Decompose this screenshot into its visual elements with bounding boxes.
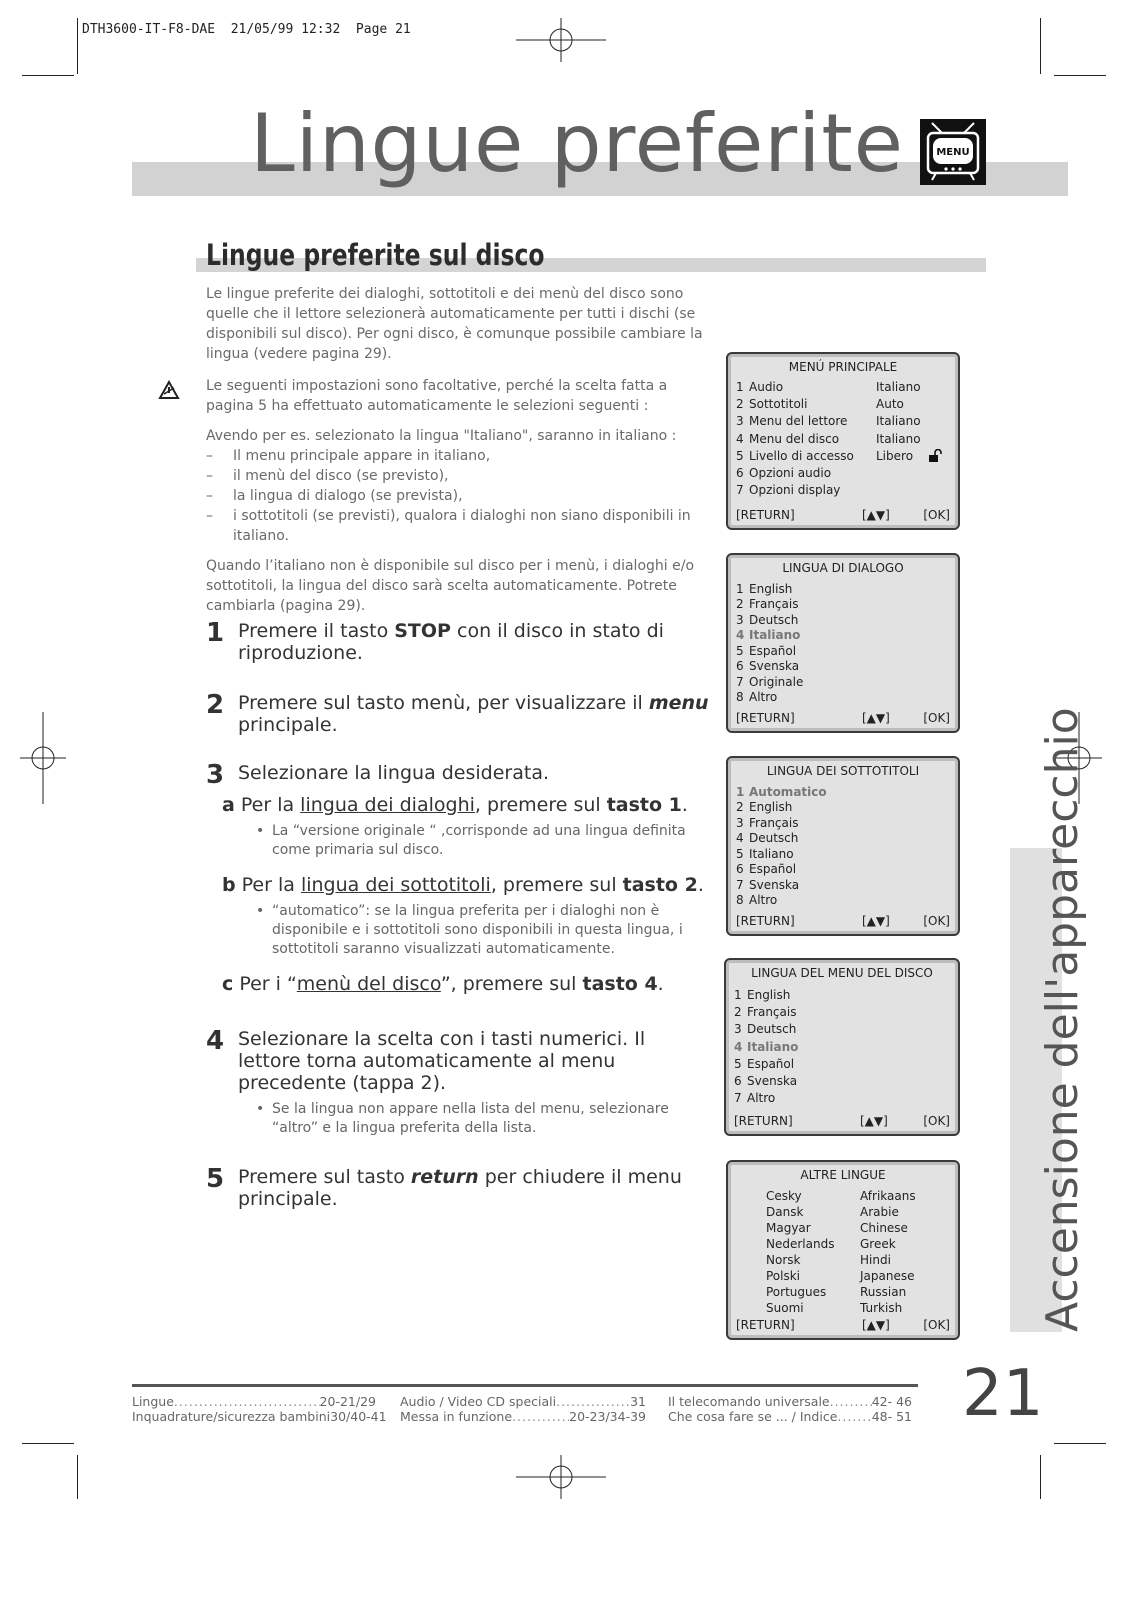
language-option[interactable]: 8 Altro [736, 893, 778, 908]
print-header: DTH3600-IT-F8-DAE 21/05/99 12:32 Page 21 [82, 22, 411, 37]
index-entry: Messa in funzione ..... 20-23/34-39 [400, 1409, 646, 1424]
step-5 [206, 1166, 716, 1210]
navigate-arrows[interactable]: [▲▼] [862, 914, 890, 928]
tv-menu-icon [920, 119, 986, 185]
osd-subtitle-language [726, 756, 960, 936]
step-2 [206, 692, 716, 736]
list-item: – Il menu principale appare in italiano, [206, 446, 706, 466]
osd-title: ALTRE LINGUE [800, 1168, 886, 1182]
footer-rule [132, 1384, 918, 1387]
language-option[interactable]: Norsk [766, 1253, 801, 1267]
index-entry: Il telecomando universale ..... 42- 46 [668, 1394, 912, 1409]
step-text: Premere sul tasto menù, per visualizzare il menu principale. [238, 692, 709, 736]
osd-dialog-language [726, 553, 960, 733]
language-option[interactable]: 2 English [736, 800, 793, 815]
footer-index-col-2 [400, 1394, 646, 1424]
language-option[interactable]: 3 Français [736, 815, 799, 830]
auto-language-paragraph: Quando l’italiano non è disponibile sul disco per i menù, i dialoghi e/o sottotitoli, la lingua del disco sarà scelta automaticamente. Potrete cambiarla (pagina 29). [206, 558, 695, 614]
other-languages-grid [728, 1188, 958, 1316]
index-entry: Lingue ..... 20-21/29 [132, 1394, 376, 1409]
section-title: Lingue preferite sul disco [206, 238, 545, 272]
index-entry: Inquadrature/sicurezza bambini 30/40-41 [132, 1409, 387, 1424]
language-option[interactable]: Polski [766, 1269, 801, 1283]
language-option[interactable]: Suomi [766, 1301, 804, 1315]
language-option[interactable]: 7 Originale [736, 674, 804, 689]
step-number: 5 [206, 1164, 225, 1194]
osd-other-languages [726, 1160, 960, 1340]
page-title: Lingue preferite [250, 97, 904, 190]
osd-title: MENÚ PRINCIPALE [788, 360, 898, 374]
language-option[interactable]: 7 Svenska [736, 877, 800, 892]
substep-a-note: • La “versione originale “ ,corrisponde ad una lingua definita come primaria sul disco. [256, 822, 702, 860]
intro-paragraph: Le lingue preferite dei dialoghi, sottotitoli e dei menù del disco sono quelle che il lettore selezionerà automaticamente per tutti i dischi (se disponibili sul disco). Per ogni disco, è comunque possibile cambiare la lingua (vedere pagina 29). [206, 286, 703, 362]
language-option[interactable]: Hindi [860, 1253, 891, 1267]
step-4-note: • Se la lingua non appare nella lista del menu, selezionare “altro” e la lingua preferita della lista. [256, 1100, 702, 1138]
language-option[interactable]: Arabie [860, 1205, 899, 1219]
osd-title: LINGUA DI DIALOGO [782, 561, 904, 575]
tv-icon-label: MENU [936, 147, 970, 158]
language-option-selected[interactable]: 4 Italiano [736, 628, 801, 643]
step-text: Selezionare la scelta con i tasti numerici. Il lettore torna automaticamente al menu precedente (tappa 2). [238, 1028, 646, 1094]
language-option[interactable]: 2 Français [736, 597, 799, 612]
ok-button[interactable]: [OK] [923, 508, 950, 522]
substep-b-note: • “automatico”: se la lingua preferita per i dialoghi non è disponibile e i sottotitoli sono disponibili in questa lingua, i sottotitoli saranno visualizzati automaticamente. [256, 902, 702, 959]
ok-button[interactable]: [OK] [923, 1114, 950, 1128]
stop-key-label: STOP [394, 620, 451, 642]
navigate-arrows[interactable]: [▲▼] [862, 1318, 890, 1332]
step-text: Premere il tasto STOP con il disco in stato di riproduzione. [238, 620, 664, 664]
chapter-title: Accensione dell'apparecchio [1037, 707, 1088, 1332]
menu-item-display-options[interactable]: 7 Opzioni display [736, 483, 841, 498]
language-option[interactable]: 6 Svenska [734, 1074, 798, 1089]
menu-item-audio[interactable]: 1 Audio Italiano [736, 379, 921, 394]
example-list [206, 446, 706, 546]
footer-index-col-3 [668, 1394, 912, 1424]
osd-title: LINGUA DEI SOTTOTITOLI [766, 764, 920, 778]
osd-title: LINGUA DEL MENU DEL DISCO [751, 966, 933, 980]
example-lead: Avendo per es. selezionato la lingua "Italiano", saranno in italiano : [206, 428, 677, 444]
substep-b: b Per la lingua dei sottotitoli, premere sul tasto 2. [222, 874, 704, 896]
intro-details [206, 376, 706, 626]
ok-button[interactable]: [OK] [923, 914, 950, 928]
dialog-language-link: lingua dei dialoghi [300, 794, 475, 816]
navigate-arrows[interactable]: [▲▼] [862, 711, 890, 725]
index-entry: Che cosa fare se ... / Indice ..... 48- 51 [668, 1409, 912, 1424]
return-key-label: return [410, 1166, 479, 1188]
menu-item-access-level[interactable]: 5 Livello di accesso Libero [736, 447, 950, 464]
language-option[interactable]: 4 Deutsch [736, 831, 799, 846]
language-option[interactable]: Dansk [766, 1205, 804, 1219]
language-option[interactable]: 3 Deutsch [734, 1022, 797, 1037]
osd-disc-menu-language [724, 958, 960, 1136]
osd-footer [736, 914, 950, 928]
index-entry: Audio / Video CD speciali ..... 31 [400, 1394, 646, 1409]
language-option[interactable]: 2 Français [734, 1004, 797, 1019]
language-option[interactable]: 5 Español [734, 1056, 795, 1071]
language-option[interactable]: Afrikaans [860, 1189, 916, 1203]
language-option-selected[interactable]: 4 Italiano [734, 1039, 799, 1054]
osd-footer [736, 508, 950, 522]
menu-key-label: menu [648, 692, 709, 714]
return-button[interactable]: [RETURN] [736, 1318, 795, 1332]
language-option[interactable]: 1 English [736, 581, 793, 596]
list-item: – il menù del disco (se previsto), [206, 466, 706, 486]
language-option[interactable]: Chinese [860, 1221, 908, 1235]
navigate-arrows[interactable]: [▲▼] [862, 508, 890, 522]
substep-a: a Per la lingua dei dialoghi, premere sul tasto 1. [222, 794, 688, 816]
language-option[interactable]: Turkish [860, 1301, 903, 1315]
language-option[interactable]: 6 Svenska [736, 659, 800, 674]
return-button[interactable]: [RETURN] [736, 711, 795, 725]
language-option[interactable]: 5 Español [736, 643, 797, 658]
substep-c: c Per i “menù del disco”, premere sul tasto 4. [222, 973, 664, 995]
return-button[interactable]: [RETURN] [734, 1114, 793, 1128]
step-1 [206, 620, 716, 664]
language-option[interactable]: Japanese [860, 1269, 915, 1283]
step-number: 4 [206, 1026, 225, 1056]
step-number: 3 [206, 760, 225, 790]
navigate-arrows[interactable]: [▲▼] [860, 1114, 888, 1128]
menu-item-subtitles[interactable]: 2 Sottotitoli Auto [736, 396, 904, 411]
step-text: Premere sul tasto return per chiudere il menu principale. [238, 1166, 682, 1210]
menu-item-audio-options[interactable]: 6 Opzioni audio [736, 466, 832, 481]
step-4 [206, 1028, 716, 1138]
language-option[interactable]: 1 English [734, 987, 791, 1002]
return-button[interactable]: [RETURN] [736, 508, 795, 522]
page-number: 21 [962, 1357, 1044, 1431]
language-option[interactable]: 3 Deutsch [736, 612, 799, 627]
language-option[interactable]: Nederlands [766, 1237, 835, 1251]
language-option[interactable]: Russian [860, 1285, 907, 1299]
language-option[interactable]: Portugues [766, 1285, 827, 1299]
step-text: Selezionare la lingua desiderata. [238, 762, 550, 784]
step-3 [206, 762, 716, 995]
language-option[interactable]: 7 Altro [734, 1091, 776, 1106]
optional-note: Le seguenti impostazioni sono facoltative, perché la scelta fatta a pagina 5 ha effettuato automaticamente le selezioni seguenti : [206, 378, 668, 414]
subtitle-language-link: lingua dei sottotitoli [300, 874, 491, 896]
osd-footer [734, 1114, 950, 1128]
ok-button[interactable]: [OK] [923, 711, 950, 725]
osd-main-menu [726, 352, 960, 530]
footer-index-col-1 [132, 1394, 387, 1424]
list-item: – i sottotitoli (se previsti), qualora i dialoghi non siano disponibili in italiano. [206, 506, 706, 546]
language-option[interactable]: 5 Italiano [736, 846, 794, 861]
registration-mark-bottom [516, 1455, 606, 1499]
osd-footer [736, 711, 950, 725]
registration-mark-left [20, 712, 66, 804]
disc-menu-link: menù del disco [296, 973, 441, 995]
registration-mark-top [516, 18, 606, 62]
step-number: 2 [206, 690, 225, 720]
language-option[interactable]: Greek [860, 1237, 896, 1251]
language-option[interactable]: Cesky [766, 1189, 802, 1203]
ok-button[interactable]: [OK] [923, 1318, 950, 1332]
menu-item-disc-menu[interactable]: 4 Menu del disco Italiano [736, 431, 921, 446]
language-option[interactable]: 8 Altro [736, 690, 778, 705]
menu-item-player-menu[interactable]: 3 Menu del lettore Italiano [736, 414, 921, 429]
step-number: 1 [206, 618, 225, 648]
language-option[interactable]: Magyar [766, 1221, 811, 1235]
list-item: – la lingua di dialogo (se prevista), [206, 486, 706, 506]
osd-footer [736, 1318, 950, 1332]
return-button[interactable]: [RETURN] [736, 914, 795, 928]
language-option-selected[interactable]: 1 Automatico [736, 784, 827, 799]
language-option[interactable]: 6 Español [736, 862, 797, 877]
warning-icon [158, 380, 180, 400]
intro-text [206, 284, 716, 374]
unlocked-padlock-icon [928, 449, 944, 463]
